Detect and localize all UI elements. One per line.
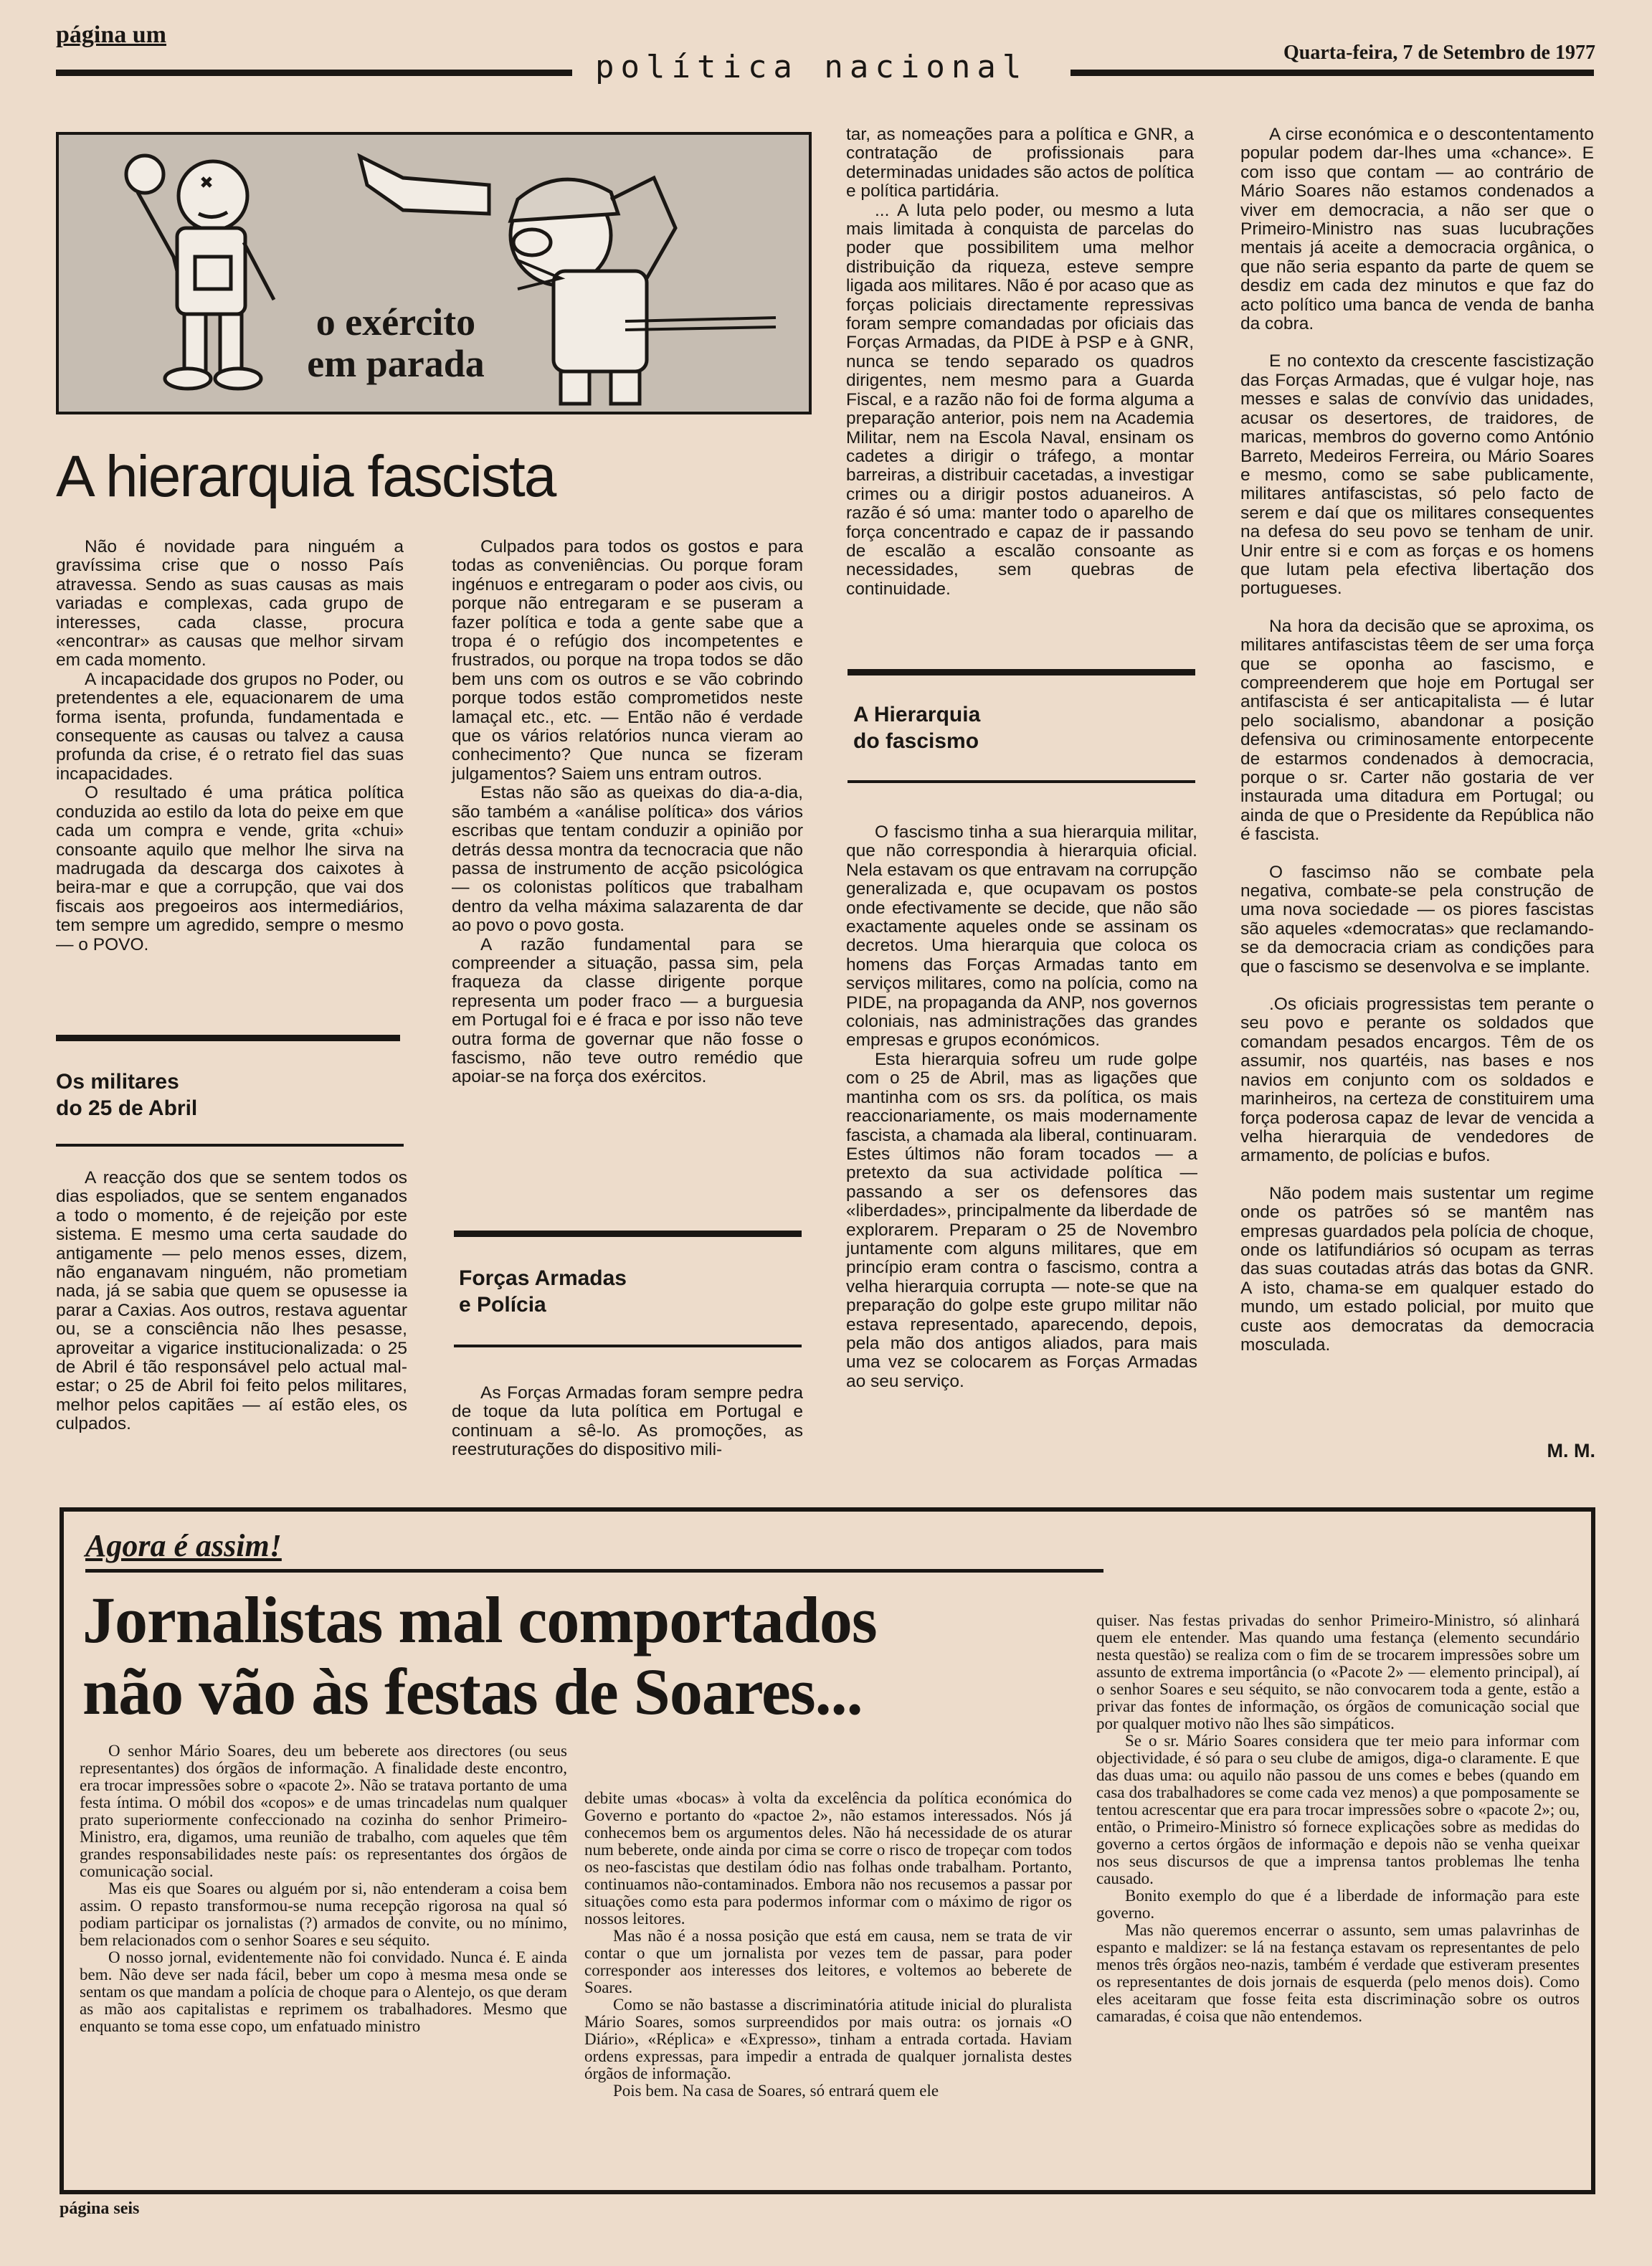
article-col3: tar, as nomeações para a política e GNR, a contratação de profissionais para determinadas unidades são actos de política e política partidária. ... A luta pelo poder, ou mesmo a luta mais limitada à conquista de parcelas do poder que possibilitem uma melhor distribuição da riqueza, esteve sempre ligada aos militares. Não é por acaso que as forças policiais directamente repressivas foram sempre comandadas por oficiais das Forças Armadas, da PIDE à PSP e à GNR, nunca se tendo separado os quadros dirigentes, nem mesmo para a Guarda Fiscal, e a razão não foi de forma alguma a preparação anterior, pois nem na Academia Militar, nem na Escola Naval, ensinam os cadetes a dirigir o tráfego, a montar barreiras, a distribuir cacetadas, a investigar crimes ou a dirigir postos aduaneiros. A razão é só uma: manter todo o aparelho de força concentrado e capaz de ir passando de escalão a escalão consoante as necessidades, sem quebras de continuidade. <box>846 125 1194 599</box>
article-col3b: O fascismo tinha a sua hierarquia militar, que não correspondia à hierarquia oficial. Nela estavam os que entravam na corrupção generalizada e, que ocupavam os postos onde efectivamente se decide, que não são exactamente aqueles onde se assinam os decretos. Uma hierarquia que coloca os homens das Forças Armadas tanto em serviços militares, como na polícia, como na PIDE, na propaganda da ANP, nos governos coloniais, nas administrações das grandes empresas e grupos económicos. Esta hierarquia sofreu um rude golpe com o 25 de Abril, mas as ligações que mantinha com os srs. da política, os mais reaccionariamente, os mais modernamente fascista, a chamada ala liberal, continuaram. Estes últimos não foram tocados — a pretexto da sua actividade política — passando a ser os defensores das «liberdades», principalmente da liberdade de explorarem. Preparam o 25 de Novembro juntamente com alguns militares, que em princípio eram contra o fascismo, contra a velha hierarquia corrupta — note-se que na preparação do golpe este grupo militar não estava representado, aparecendo, depois, pela mão dos antigos aliados, para mais uma vez se colocarem as Forças Armadas ao seu serviço. <box>846 823 1197 1391</box>
boxed-article <box>60 1507 1595 2194</box>
divider <box>848 780 1195 783</box>
article-col1b: A reacção dos que se sentem todos os dias espoliados, que se sentem enganados a todo o momento, é de rejeição por este sistema. E mesmo uma certa saudade do antigamente — pelo menos esses, dizem, não enganavam ninguém, não prometiam nada, já se sabia que quem se opusesse ia parar a Caxias. Aos outros, restava aguentar ou, se a consciência não lhes pesasse, aproveitar a vigarice institucionalizada: o 25 de Abril é tão responsável pelo actual mal-estar; o 25 de Abril foi feito pelos militares, melhor pelos capitães — aí estão eles, os culpados. <box>56 1168 407 1434</box>
kicker-rule <box>85 1569 1103 1573</box>
section-title: política nacional <box>595 49 1028 85</box>
box-col2: debite umas «bocas» à volta da excelência da política económica do Governo e portanto do «pactoe 2», não estamos interessados. Nós já conhecemos bem os argumentos deles. Não há necessidade de os aturar num beberete, onde ainda por cima se corre o risco de tropeçar com todos os neo-fascistas que destilam ódio nas folhas onde trabalham. Portanto, continuamos não-contaminados. Embora não nos recusemos a passar por situações como esta para podermos informar com o máximo de rigor os nossos leitores. Mas não é a nossa posição que está em causa, nem se trata de vir contar o que um jornalista por vezes tem de passar, para poder corresponder aos interesses dos leitores, e voltemos ao beberete de Soares. Como se não bastasse a discriminatória atitude inicial do pluralista Mário Soares, somos surpreendidos por mais outra: os jornais «O Diário», «Réplica» e «Expresso», tinham a entrada cortada. Haviam ordens expressas, para impedir a entrada de qualquer jornalista destes órgãos de informação. Pois bem. Na casa de Soares, só entrará quem ele <box>584 1789 1072 2100</box>
subhead-hierarquia: A Hierarquia do fascismo <box>853 703 981 753</box>
divider <box>56 1035 400 1041</box>
box-col3: quiser. Nas festas privadas do senhor Primeiro-Ministro, só alinhará quem ele entender. Mas quando uma festança (elemento secundário nesta questão) se realiza com o fim de se trocarem impressões sobre um assunto de extrema importância (o «Pacote 2» — elemento principal), aí o senhor Soares e seu séquito, se não convocarem toda a gente, estão a privar das fontes de informação, os órgãos de comunicação social que por qualquer motivo não lhes são simpáticos. Se o sr. Mário Soares considera que ter meio para informar com objectividade, é só para o seu clube de amigos, diga-o claramente. E que das duas uma: ou aquilo não passou de uns comes e bebes (quando em casa dos trabalhadores se come cada vez menos) a que pomposamente se tentou acrescentar que era para trocar impressões sobre o «pacote 2»; ou, então, o Primeiro-Ministro só fornece explicações sobre as medidas do governo a certos órgãos de informação e depois não se venha queixar nos seus discursos de que a imprensa tantos problemas lhe tenha causado. Bonito exemplo do que é a liberdade de informação para este governo. Mas não queremos encerrar o assunto, sem umas palavrinhas de espanto e maldizer: se lá na festança estavam os representantes de pelo menos três órgãos neo-nazis, também é verdade que estiveram presentes os representantes de dois jornais de esquerda (pelo menos dois). Como eles aceitaram que fosse feita esta discriminação sobre os outros camaradas, é coisa que não entendemos. <box>1096 1611 1580 2025</box>
article-col2: Culpados para todos os gostos e para todas as conveniências. Ou porque foram ingénuos e entregaram o poder aos civis, ou porque não entregaram e se puseram a fazer política e toda a gente sabe que a tropa é o refúgio dos incompetentes e frustrados, ou porque na tropa todos se dão bem uns com os outros e se vão cobrindo porque todos estão comprometidos neste lamaçal etc., etc. — Então não é verdade que os vários relatórios nunca vieram ao conhecimento? Que nunca se fizeram julgamentos? Saiem uns entram outros. Estas não são as queixas do dia-a-dia, são também a «análise política» dos vários escribas que tentam conduzir a opinião por detrás dessa montra da tecnocracia que não passa de instrumento de acção psicológica — os colonistas políticos que trabalham dentro da velha máxima salazarenta de dar ao povo o povo gosta. A razão fundamental para se compreender a situação, passa sim, pela fraqueza da classe dirigente porque representa um poder fraco — a burguesia em Portugal foi e é fraca e por isso não teve outra forma de governar que não fosse o fascismo, não teve outro remédio que apoiar-se na força dos exércitos. <box>452 537 803 1087</box>
cartoon-caption: o exército em parada <box>307 300 485 385</box>
divider <box>454 1345 802 1347</box>
issue-date: Quarta-feira, 7 de Setembro de 1977 <box>1283 42 1595 64</box>
page-label: página um <box>56 22 166 48</box>
header-rule-right <box>1071 70 1594 76</box>
subhead-militares: Os militares do 25 de Abril <box>56 1070 198 1120</box>
cartoon <box>56 132 812 414</box>
header-rule-left <box>56 70 572 76</box>
article-col4: A cirse económica e o descontentamento popular podem dar-lhes uma «chance». E com isso que contam — ao contrário de Mário Soares não estamos condenados a viver em democracia, a não ser que o Primeiro-Ministro nas suas lucubrações mentais já aceite a democracia orgânica, o que não seria espanto da parte de quem se desdiz em cada dez minutos e que faz do acto político uma banca de venda de banha da cobra. E no contexto da crescente fascistização das Forças Armadas, que é vulgar hoje, nas messes e salas de convívio das unidades, acusar os desertores, de traidores, de maricas, membros do governo como António Barreto, Medeiros Ferreira, ou Mário Soares e mesmo, como se sabe publicamente, militares antifascistas, só pelo facto de serem e daí que os militares consequentes na defesa do seu povo se tenham de unir. Unir entre si e com as forças e os homens que lutam pela efectiva libertação dos portugueses. Na hora da decisão que se aproxima, os militares antifascistas têem de ser uma força que se oponha ao fascismo, e compreenderem que hoje em Portugal ser antifascista é ser anticapitalista — é lutar pelo socialismo, abandonar a posição defensiva ou criminosamente entorpecente de estarmos condenados à democracia, porque o sr. Carter não gostaria de ver instaurada uma ditadura em Portugal; ou ainda de que o Presidente da República não é fascista. O fascimso não se combate pela negativa, combate-se pela construção de uma nova sociedade — os piores fascistas são aqueles «democratas» que reclamando-se da democracia criam as condições para que o fascismo se desenvolva e se implante. .Os oficiais progressistas tem perante o seu povo e perante os soldados que comandam pesados encargos. Têm de os assumir, nos quartéis, nas bases e nos navios em conjunto com os soldados e marinheiros, na certeza de constituirem uma força poderosa capaz de levar de vencida a velha hierarquia de vendedores de armamento, de polícias e bufos. Não podem mais sustentar um regime onde os patrões só se mantêm nas empresas guardados pela polícia de choque, onde os latifundiários só ocupam as terras das suas coutadas atrás das botas da GNR. A isto, chama-se em qualquer estado do mundo, um estado policial, por muito que custe aos democratas da democracia mosculada. <box>1240 125 1594 1355</box>
subhead-forcas: Forças Armadas e Polícia <box>459 1266 627 1317</box>
article-headline: A hierarquia fascista <box>56 444 556 509</box>
article-col2b: As Forças Armadas foram sempre pedra de toque da luta política em Portugal e continuam a sê-lo. As promoções, as reestruturações do dispositivo mili- <box>452 1383 803 1460</box>
signature: M. M. <box>1547 1440 1595 1461</box>
box-col1: O senhor Mário Soares, deu um beberete aos directores (ou seus representantes) dos órgãos de informação. A finalidade deste encontro, era trocar impressões sobre o «pacote 2». Não se tratava portanto de uma festa íntima. O móbil dos «copos» e de umas trincadelas num qualquer prato superiormente confeccionado na cozinha do senhor Primeiro-Ministro, era, digamos, uma reunião de trabalho, com aqueles que têm grandes responsabilidades neste país: os representantes dos órgãos de comunicação social. Mas eis que Soares ou alguém por si, não entenderam a coisa bem assim. O repasto transformou-se numa recepção rigorosa na qual só podiam participar os jornalistas (?) armados de convite, ou no mínimo, bem relacionados com o senhor Soares e seu séquito. O nosso jornal, evidentemente não foi convidado. Nunca é. E ainda bem. Não deve ser nada fácil, beber um copo à mesma mesa onde se sentam os que mandam a polícia de choque para o Alentejo, os que deram as mão aos capitalistas e reprimem os trabalhadores. Mesmo que enquanto se toma esse copo, um enfatuado ministro <box>80 1742 567 2035</box>
box-headline-line2: não vão às festas de Soares... <box>82 1655 863 1728</box>
footer-page-label: página seis <box>60 2199 140 2218</box>
divider <box>848 669 1195 675</box>
divider <box>454 1231 802 1237</box>
article-col1: Não é novidade para ninguém a gravíssima crise que o nosso País atravessa. Sendo as suas causas as mais variadas e complexas, cada grupo de interesses, cada classe, procura «encontrar» as causas que melhor sirvam em cada momento. A incapacidade dos grupos no Poder, ou pretendentes a ele, equacionarem de uma forma isenta, profunda, fundamentada e consequente as causas ou talvez a causa profunda da crise, é o retrato fiel das suas incapacidades. O resultado é uma prática política conduzida ao estilo da lota do peixe em que cada um compra e vende, grita «chui» consoante aquilo que melhor lhe sirva na madrugada da descarga dos caixotes à beira-mar e que a corrupção, que vai dos fiscais aos pregoeiros aos intermediários, tem sempre um agredido, sempre o mesmo — o POVO. <box>56 537 404 954</box>
kicker: Agora é assim! <box>85 1528 282 1563</box>
box-headline-line1: Jornalistas mal comportados <box>82 1583 877 1656</box>
divider <box>56 1144 404 1147</box>
